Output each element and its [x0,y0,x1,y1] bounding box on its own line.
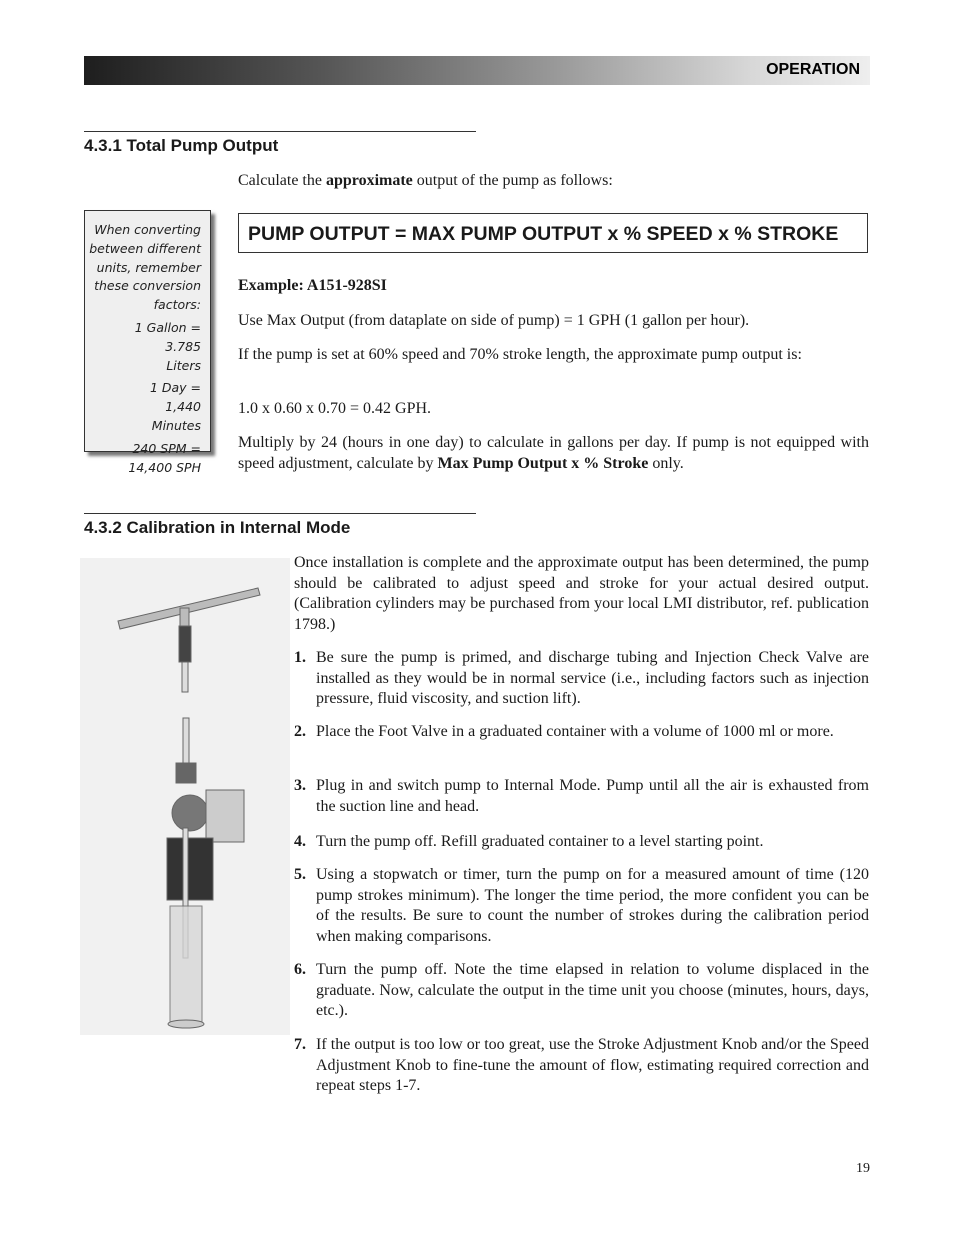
divider [84,131,476,132]
paragraph: Use Max Output (from dataplate on side of pump) = 1 GPH (1 gallon per hour). [238,312,750,329]
step-number: 6. [294,961,306,978]
section-banner [84,56,870,85]
heading-4-3-1: 4.3.1 Total Pump Output [84,136,279,155]
calibration-intro: Once installation is complete and the approximate output has been determined, the pump should be calibrated to adjust speed and stroke for your actual desired output. (Calibration cylinders may be purchased from your local LMI distributor, ref. publication 1798.) [294,554,869,633]
section-title: OPERATION [766,61,860,78]
heading-4-3-2: 4.3.2 Calibration in Internal Mode [84,518,351,537]
calibration-setup-illustration [80,558,290,1035]
paragraph: 1.0 x 0.60 x 0.70 = 0.42 GPH. [238,400,432,417]
step-number: 3. [294,777,306,794]
step-number: 1. [294,649,306,666]
step-item [294,832,869,853]
text: Calculate the [238,172,326,189]
text: only. [648,454,684,472]
step-item [294,1035,869,1097]
step-number: 2. [294,723,306,740]
step-text: If the output is too low or too great, use the Stroke Adjustment Knob and/or the Speed Adjustment Knob to fine-tune the amount of flow, estimating required correction and repeat steps 1-7. [316,1036,869,1094]
emphasis: approximate [325,172,413,189]
step-item [294,648,869,710]
sidebar-intro: When converting between different units, remember these conversion factors: [89,222,201,313]
step-text: Be sure the pump is primed, and discharge tubing and Injection Check Valve are installed as they would be in normal service (i.e., including factors such as injection pressure, fluid viscosity, and suction lift). [316,649,869,707]
text: output of the pump as follows: [412,172,613,189]
step-item [294,722,869,743]
step-text: Turn the pump off. Note the time elapsed in relation to volume displaced in the graduate. Now, calculate the output in the time unit you choose (minutes, hours, days, etc.). [316,961,869,1019]
conversion-sidebar [84,210,211,475]
intro-text [238,171,613,192]
paragraph [238,433,869,474]
step-number: 4. [294,833,306,850]
divider [84,513,476,514]
step-text: Turn the pump off. Refill graduated container to a level starting point. [316,833,764,850]
formula-box: PUMP OUTPUT = MAX PUMP OUTPUT x % SPEED x % STROKE [238,213,868,253]
step-text: Place the Foot Valve in a graduated container with a volume of 1000 ml or more. [316,723,834,740]
page-number: 19 [856,1161,870,1176]
factor: 240 SPM = 14,400 SPH [128,440,201,475]
example-label: Example: A151-928SI [238,277,387,294]
factor: 1 Day = 1,440 Minutes [149,380,201,433]
step-item [294,960,869,1022]
step-text: Using a stopwatch or timer, turn the pump on for a measured amount of time (120 pump strokes minimum). The longer the time period, the more confident you can be of the results. Be sure to count the number of strokes during the calibration period when making comparisons. [316,866,869,945]
factor: 1 Gallon = 3.785 Liters [134,319,201,373]
step-number: 5. [294,866,306,883]
text: Multiply by 24 (hours in one day) to calculate in gallons per day. If pump is not equipped with speed adjustment, calculate by [238,434,869,472]
step-item [294,865,869,947]
step-item [294,776,869,817]
emphasis: Max Pump Output x % Stroke [437,454,649,472]
paragraph: If the pump is set at 60% speed and 70% stroke length, the approximate pump output is: [238,346,802,363]
step-number: 7. [294,1036,306,1053]
step-text: Plug in and switch pump to Internal Mode. Pump until all the air is exhausted from the suction line and head. [316,777,869,815]
